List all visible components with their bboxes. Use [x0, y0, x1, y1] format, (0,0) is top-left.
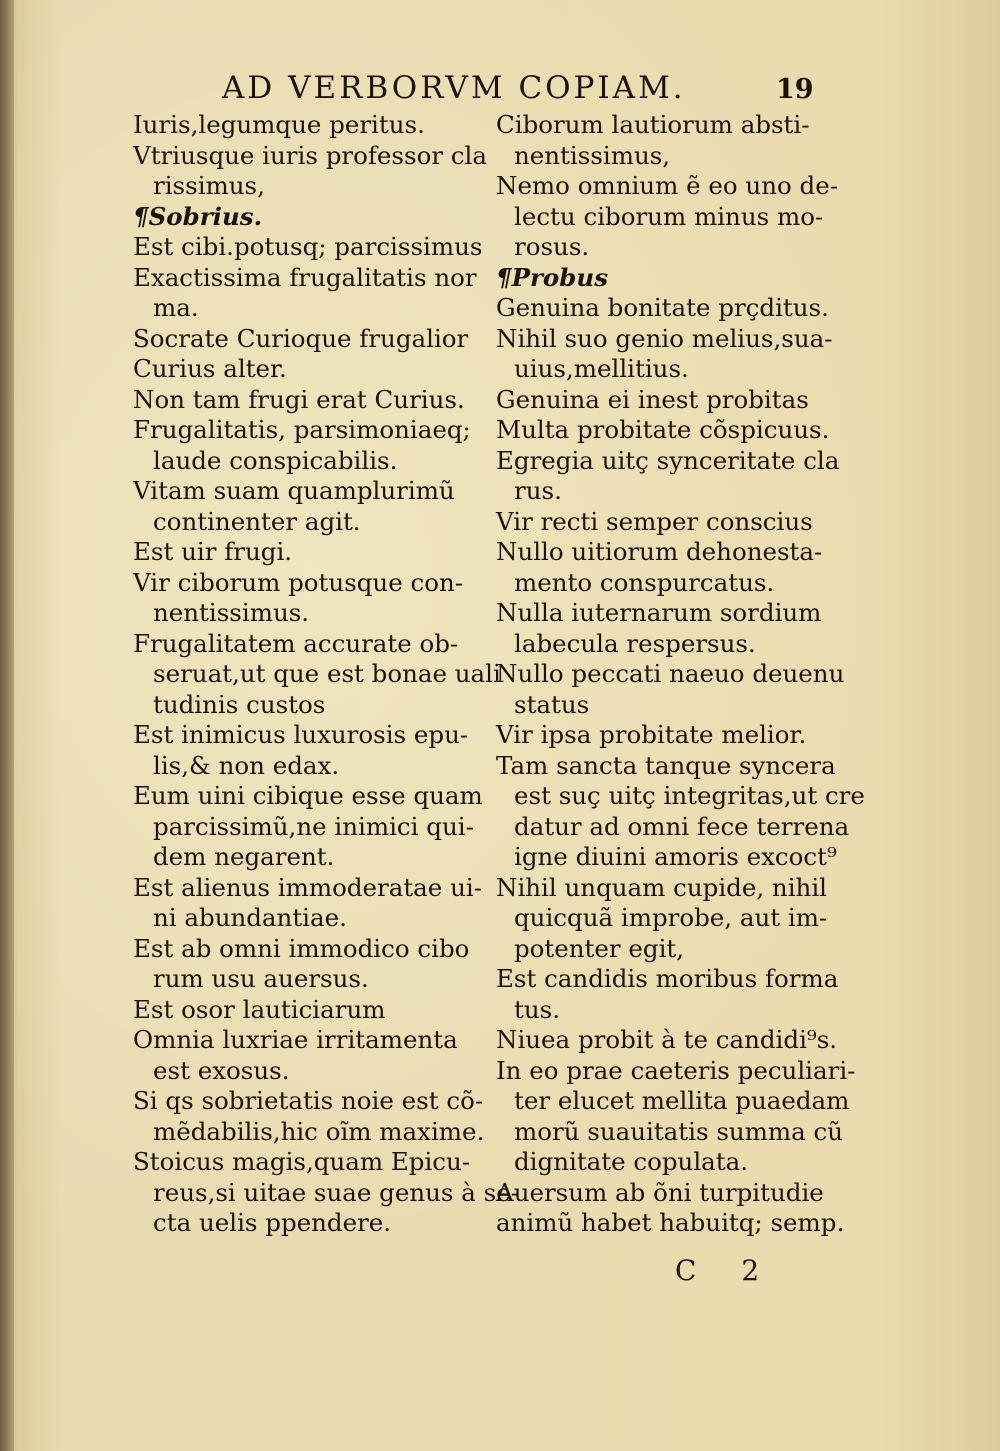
text-line: Vir ciborum potusque con- [133, 567, 464, 597]
text-line: ma. [153, 293, 199, 322]
text-line: rus. [514, 476, 562, 505]
text-line: Vir ipsa probitate melior. [496, 720, 807, 749]
text-line: Nullo uitiorum dehonesta- [496, 537, 823, 566]
text-line: Vitam suam quamplurimũ [133, 476, 455, 505]
text-line: animũ habet habuitq; semp. [496, 1208, 845, 1237]
text-line: Est osor lauticiarum [133, 994, 386, 1024]
text-line: mento conspurcatus. [514, 567, 775, 597]
text-line: Curius alter. [133, 354, 287, 383]
text-line: ni abundantiae. [153, 903, 347, 932]
text-line: Genuina bonitate prçditus. [496, 293, 829, 322]
text-line: Frugalitatem accurate ob- [133, 628, 459, 658]
text-line: rum usu auersus. [153, 964, 369, 993]
text-line: Est candidis moribus forma [496, 964, 839, 993]
text-line: dignitate copulata. [514, 1147, 749, 1176]
text-line: Egregia uitç synceritate cla [496, 445, 840, 475]
text-line: ter elucet mellita puaedam [514, 1086, 850, 1115]
text-line: Vir recti semper conscius [496, 506, 813, 536]
text-line: est suç uitç integritas,ut cre [514, 781, 865, 810]
text-line: Nemo omnium ẽ eo uno de- [496, 171, 838, 200]
text-line: Est cibi.potusq; parcissimus [133, 232, 483, 261]
text-line: Omnia luxriae irritamenta [133, 1025, 458, 1054]
text-line: Vtriusque iuris professor cla [133, 140, 487, 170]
text-line: rosus. [514, 232, 590, 261]
signature-mark: C 2 [675, 1254, 778, 1287]
text-line: Ciborum lautiorum absti- [496, 110, 810, 139]
text-line: lectu ciborum minus mo- [514, 201, 824, 231]
text-line: nentissimus. [153, 598, 310, 627]
text-line: Auersum ab õni turpitudie [496, 1177, 824, 1207]
text-line: dem negarent. [153, 842, 335, 871]
text-line: laude conspicabilis. [153, 445, 398, 475]
text-line: Exactissima frugalitatis nor [133, 262, 477, 292]
text-line: quicquã improbe, aut im- [514, 903, 828, 932]
text-line: status [514, 689, 590, 719]
text-line: nentissimus, [514, 140, 671, 170]
text-line: Nullo peccati naeuo deuenu [496, 659, 845, 688]
text-line: labecula respersus. [514, 628, 756, 658]
text-line: reus,si uitae suae genus à se- [153, 1177, 519, 1207]
right-column [496, 110, 866, 1239]
text-line: igne diuini amoris excoct⁹ [514, 842, 837, 871]
text-line: Genuina ei inest probitas [496, 384, 809, 414]
text-line: seruat,ut que est bonae uali [153, 659, 501, 688]
page-gutter-edge [0, 0, 14, 1451]
text-line: Eum uini cibique esse quam [133, 781, 483, 810]
section-heading: ¶Sobrius. [133, 201, 263, 231]
text-line: Niuea probit à te candidi⁹s. [496, 1025, 838, 1054]
text-line: continenter agit. [153, 506, 361, 536]
text-line: Socrate Curioque frugalior [133, 323, 469, 353]
text-line: Est uir frugi. [133, 537, 293, 566]
text-line: Frugalitatis, parsimoniaeq; [133, 415, 471, 444]
folio-number: 19 [776, 74, 814, 105]
text-line: cta uelis ppendere. [153, 1208, 392, 1237]
text-line: parcissimũ,ne inimici qui- [153, 811, 474, 841]
text-line: mẽdabilis,hic oĩm maxime. [153, 1116, 485, 1146]
text-line: Est alienus immoderatae ui- [133, 872, 482, 902]
text-line: Est inimicus luxurosis epu- [133, 720, 469, 749]
running-head: AD VERBORVM COPIAM. [222, 70, 686, 106]
text-line: uius,mellitius. [514, 354, 689, 383]
text-line: est exosus. [153, 1055, 290, 1085]
text-line: morũ suauitatis summa cũ [514, 1116, 844, 1146]
text-line: potenter egit, [514, 933, 685, 963]
text-line: Est ab omni immodico cibo [133, 933, 470, 963]
text-line: Multa probitate cõspicuus. [496, 415, 830, 444]
text-line: Nulla iuternarum sordium [496, 598, 822, 627]
text-line: Nihil suo genio melius,sua- [496, 323, 833, 353]
text-line: Non tam frugi erat Curius. [133, 384, 465, 414]
text-line: Nihil unquam cupide, nihil [496, 872, 828, 902]
left-column [133, 110, 519, 1239]
text-line: Tam sancta tanque syncera [496, 750, 836, 780]
text-line: Stoicus magis,quam Epicu- [133, 1147, 471, 1176]
text-line: Iuris,legumque peritus. [133, 110, 425, 139]
text-line: tus. [514, 994, 560, 1024]
text-line: lis,& non edax. [153, 750, 340, 780]
text-line: Si qs sobrietatis noie est cõ- [133, 1086, 484, 1115]
section-heading: ¶Probus [496, 262, 608, 292]
text-line: rissimus, [153, 171, 265, 200]
text-line: tudinis custos [153, 689, 326, 719]
text-line: datur ad omni fece terrena [514, 811, 850, 841]
text-line: In eo prae caeteris peculiari- [496, 1055, 856, 1085]
